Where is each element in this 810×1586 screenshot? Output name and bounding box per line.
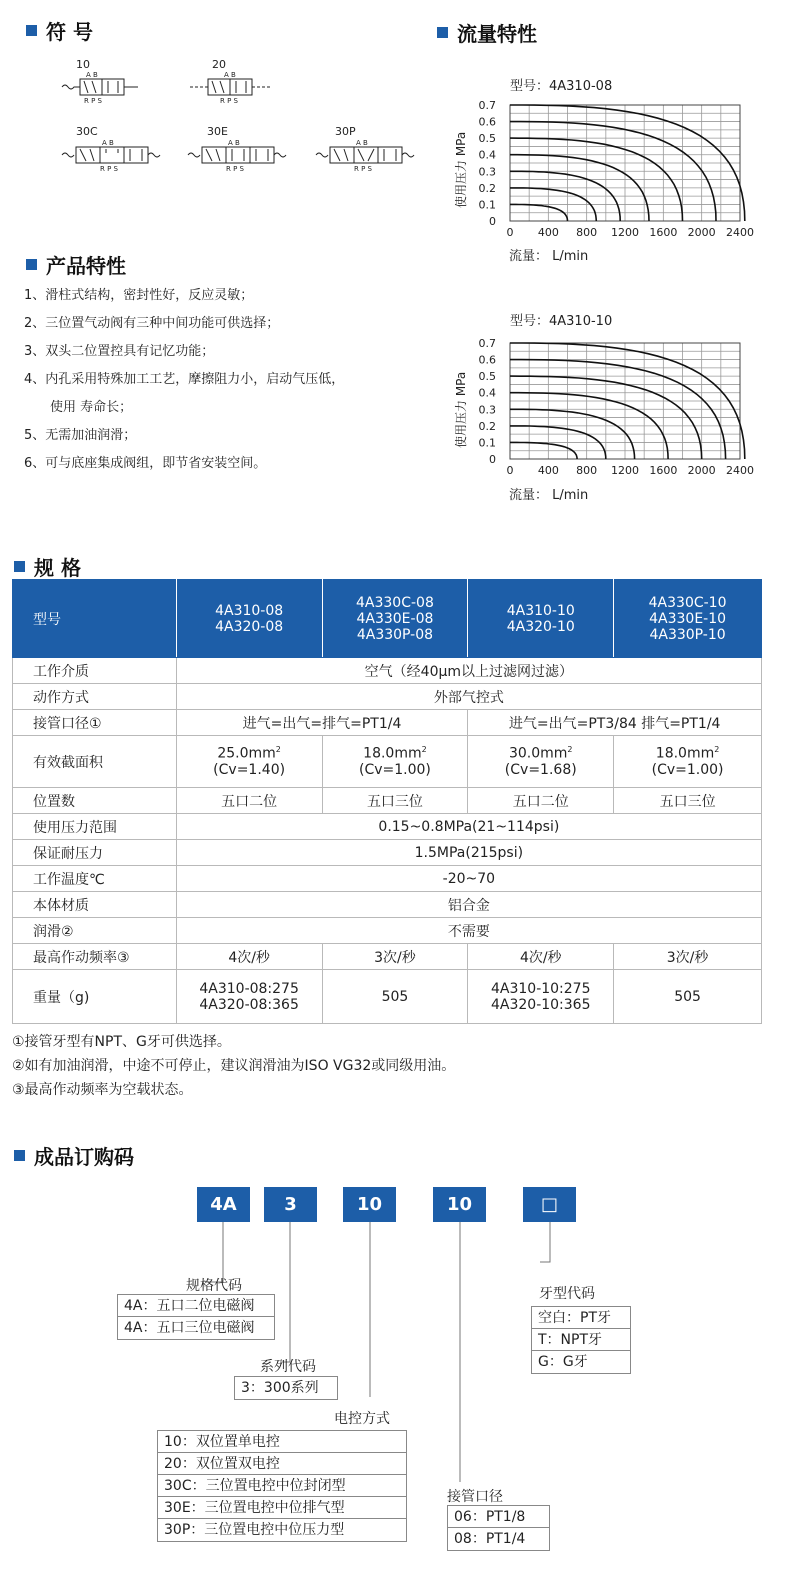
thread-title: 牙型代码 bbox=[539, 1286, 595, 1302]
chart-title: 型号：4A310-08 bbox=[510, 79, 613, 94]
svg-text:A B: A B bbox=[102, 139, 114, 147]
list-item: 3：300系列 bbox=[241, 1380, 319, 1396]
y-tick-label: 0.4 bbox=[478, 148, 496, 162]
list-item: 4A：五口二位电磁阀 bbox=[118, 1295, 274, 1317]
valve-symbol-30c-icon bbox=[62, 139, 160, 173]
code-box-thread: □ bbox=[523, 1187, 576, 1222]
feature-item: 1、滑柱式结构，密封性好，反应灵敏； bbox=[24, 288, 254, 303]
list-item: T：NPT牙 bbox=[532, 1329, 630, 1351]
chart-xlabel: 流量： L/min bbox=[509, 488, 589, 503]
x-tick-label: 2000 bbox=[687, 226, 716, 239]
spec-table bbox=[12, 579, 762, 1024]
feature-item: 6、可与底座集成阀组，即节省安装空间。 bbox=[24, 456, 267, 471]
y-tick-label: 0.3 bbox=[478, 165, 496, 179]
valve-symbol-20-icon bbox=[190, 71, 270, 105]
list-item: 空白：PT牙 bbox=[532, 1307, 630, 1329]
valve-symbol-10-icon bbox=[62, 71, 138, 105]
symbol-label-20: 20 bbox=[212, 58, 226, 71]
footnote: ①接管牙型有NPT、G牙可供选择。 bbox=[12, 1034, 231, 1050]
y-tick-label: 0.4 bbox=[478, 386, 496, 400]
row-label: 动作方式 bbox=[13, 684, 177, 710]
svg-text:R P S: R P S bbox=[220, 97, 238, 105]
chart-ylabel: 使用压力 MPa bbox=[454, 371, 468, 448]
header-cell: 4A310-08 4A320-08 bbox=[176, 580, 322, 658]
code-box-port: 10 bbox=[433, 1187, 486, 1222]
x-tick-label: 800 bbox=[576, 464, 598, 477]
cell: 五口二位 bbox=[176, 788, 322, 814]
cell: 进气=出气=排气=PT1/4 bbox=[176, 710, 468, 736]
y-tick-label: 0.5 bbox=[478, 370, 496, 384]
row-label: 位置数 bbox=[13, 788, 177, 814]
cell: 五口三位 bbox=[614, 788, 762, 814]
port-size-box bbox=[447, 1505, 550, 1551]
row-label: 本体材质 bbox=[13, 892, 177, 918]
symbol-label-30c: 30C bbox=[76, 125, 98, 138]
spec-code-box bbox=[117, 1294, 275, 1340]
y-tick-label: 0 bbox=[489, 453, 496, 466]
table-row bbox=[13, 866, 762, 892]
cell: 0.15~0.8MPa(21~114psi) bbox=[176, 814, 761, 840]
feature-item: 4、内孔采用特殊加工工艺，摩擦阻力小，启动气压低， bbox=[24, 372, 345, 387]
valve-symbols bbox=[0, 60, 420, 180]
chart-xlabel: 流量： L/min bbox=[509, 249, 589, 264]
x-tick-label: 2400 bbox=[726, 226, 754, 239]
footnote: ③最高作动频率为空载状态。 bbox=[12, 1082, 193, 1098]
header-cell: 4A330C-10 4A330E-10 4A330P-10 bbox=[614, 580, 762, 658]
cell: 4次/秒 bbox=[176, 944, 322, 970]
x-tick-label: 400 bbox=[537, 226, 559, 239]
x-tick-label: 400 bbox=[537, 464, 559, 477]
table-header-row bbox=[13, 580, 762, 658]
row-label: 工作介质 bbox=[13, 658, 177, 684]
spec-code-title: 规格代码 bbox=[186, 1278, 242, 1294]
valve-symbol-30p-icon bbox=[316, 139, 414, 173]
cell: $30.0mm^2$ (Cv=1.68) bbox=[468, 736, 614, 788]
row-label: 接管口径① bbox=[13, 710, 177, 736]
x-tick-label: 0 bbox=[506, 226, 514, 239]
list-item: 10：双位置单电控 bbox=[158, 1431, 406, 1453]
bullet-square-icon bbox=[26, 259, 37, 270]
table-row bbox=[13, 814, 762, 840]
thread-box bbox=[531, 1306, 631, 1374]
row-label: 保证耐压力 bbox=[13, 840, 177, 866]
section-title-symbol: 符 号 bbox=[26, 16, 93, 45]
list-item: 06：PT1/8 bbox=[448, 1506, 549, 1528]
port-size-title: 接管口径 bbox=[447, 1489, 503, 1505]
svg-text:A B: A B bbox=[224, 71, 236, 79]
section-title-flow: 流量特性 bbox=[437, 18, 537, 47]
cell: 4次/秒 bbox=[468, 944, 614, 970]
header-cell: 4A330C-08 4A330E-08 4A330P-08 bbox=[322, 580, 468, 658]
svg-text:R P S: R P S bbox=[100, 165, 118, 173]
x-tick-label: 0 bbox=[506, 464, 514, 477]
row-label: 最高作动频率③ bbox=[13, 944, 177, 970]
y-tick-label: 0.5 bbox=[478, 132, 496, 146]
symbol-label-30e: 30E bbox=[207, 125, 228, 138]
list-item: 4A：五口三位电磁阀 bbox=[124, 1320, 255, 1336]
section-title-spec: 规 格 bbox=[14, 552, 81, 581]
table-row bbox=[13, 658, 762, 684]
y-tick-label: 0.7 bbox=[478, 337, 496, 350]
cell: 505 bbox=[322, 970, 468, 1024]
cell: $18.0mm^2$ (Cv=1.00) bbox=[614, 736, 762, 788]
cell: 1.5MPa(215psi) bbox=[176, 840, 761, 866]
svg-text:R P S: R P S bbox=[84, 97, 102, 105]
list-item: 30P：三位置电控中位压力型 bbox=[164, 1522, 345, 1538]
header-cell: 4A310-10 4A320-10 bbox=[468, 580, 614, 658]
chart-ylabel: 使用压力 MPa bbox=[454, 131, 468, 208]
series-code-box bbox=[234, 1376, 338, 1400]
table-row bbox=[13, 788, 762, 814]
row-label: 重量（g) bbox=[13, 970, 177, 1024]
x-tick-label: 800 bbox=[576, 226, 598, 239]
x-tick-label: 2400 bbox=[726, 464, 754, 477]
table-row bbox=[13, 710, 762, 736]
list-item: 30E：三位置电控中位排气型 bbox=[158, 1497, 406, 1519]
cell: 外部气控式 bbox=[176, 684, 761, 710]
bullet-square-icon bbox=[14, 561, 25, 572]
table-row bbox=[13, 736, 762, 788]
row-label: 使用压力范围 bbox=[13, 814, 177, 840]
control-title: 电控方式 bbox=[334, 1411, 390, 1427]
cell: 五口三位 bbox=[322, 788, 468, 814]
cell: 五口二位 bbox=[468, 788, 614, 814]
svg-text:A B: A B bbox=[356, 139, 368, 147]
cell: 空气（经40μm以上过滤网过滤） bbox=[176, 658, 761, 684]
list-item: 08：PT1/4 bbox=[454, 1531, 526, 1547]
cell: -20~70 bbox=[176, 866, 761, 892]
section-title-features: 产品特性 bbox=[26, 250, 126, 279]
bullet-square-icon bbox=[437, 27, 448, 38]
svg-text:R P S: R P S bbox=[226, 165, 244, 173]
code-box-series: 3 bbox=[264, 1187, 317, 1222]
cell: 进气=出气=PT3/84 排气=PT1/4 bbox=[468, 710, 762, 736]
y-tick-label: 0.2 bbox=[478, 181, 496, 195]
svg-text:R P S: R P S bbox=[354, 165, 372, 173]
cell: 不需要 bbox=[176, 918, 761, 944]
cell: 505 bbox=[614, 970, 762, 1024]
y-tick-label: 0.3 bbox=[478, 403, 496, 417]
x-tick-label: 2000 bbox=[687, 464, 716, 477]
x-tick-label: 1600 bbox=[649, 464, 678, 477]
y-tick-label: 0.1 bbox=[478, 198, 496, 212]
header-label: 型号 bbox=[13, 580, 177, 658]
control-box bbox=[157, 1430, 407, 1542]
x-tick-label: 1600 bbox=[649, 226, 678, 239]
symbol-label-10: 10 bbox=[76, 58, 90, 71]
cell: 铝合金 bbox=[176, 892, 761, 918]
code-box-spec: 4A bbox=[197, 1187, 250, 1222]
y-tick-label: 0.1 bbox=[478, 436, 496, 450]
cell: 3次/秒 bbox=[322, 944, 468, 970]
symbol-label-30p: 30P bbox=[335, 125, 356, 138]
flow-chart-4a310-08 bbox=[470, 97, 770, 242]
section-title-order: 成品订购码 bbox=[14, 1141, 134, 1170]
svg-text:A B: A B bbox=[86, 71, 98, 79]
chart-title: 型号：4A310-10 bbox=[510, 314, 613, 329]
cell: 4A310-08:275 4A320-08:365 bbox=[176, 970, 322, 1024]
table-row bbox=[13, 944, 762, 970]
feature-item: 3、双头二位置控具有记忆功能； bbox=[24, 344, 215, 359]
y-tick-label: 0.2 bbox=[478, 419, 496, 433]
y-tick-label: 0.6 bbox=[478, 115, 496, 129]
row-label: 润滑② bbox=[13, 918, 177, 944]
code-box-control: 10 bbox=[343, 1187, 396, 1222]
x-tick-label: 1200 bbox=[611, 464, 639, 477]
y-tick-label: 0 bbox=[489, 215, 496, 228]
cell: 3次/秒 bbox=[614, 944, 762, 970]
table-row bbox=[13, 970, 762, 1024]
row-label: 有效截面积 bbox=[13, 736, 177, 788]
table-row bbox=[13, 840, 762, 866]
valve-symbol-30e-icon bbox=[188, 139, 286, 173]
footnote: ②如有加油润滑，中途不可停止，建议润滑油为ISO VG32或同级用油。 bbox=[12, 1058, 456, 1074]
bullet-square-icon bbox=[26, 25, 37, 36]
svg-text:A B: A B bbox=[228, 139, 240, 147]
y-tick-label: 0.7 bbox=[478, 99, 496, 112]
list-item: G：G牙 bbox=[538, 1354, 588, 1370]
table-row bbox=[13, 892, 762, 918]
x-tick-label: 1200 bbox=[611, 226, 639, 239]
cell: $18.0mm^2$ (Cv=1.00) bbox=[322, 736, 468, 788]
list-item: 20：双位置双电控 bbox=[158, 1453, 406, 1475]
feature-item: 使用 寿命长； bbox=[50, 400, 133, 415]
list-item: 30C：三位置电控中位封闭型 bbox=[158, 1475, 406, 1497]
table-row bbox=[13, 918, 762, 944]
feature-item: 2、三位置气动阀有三种中间功能可供选择； bbox=[24, 316, 280, 331]
cell: 4A310-10:275 4A320-10:365 bbox=[468, 970, 614, 1024]
feature-item: 5、无需加油润滑； bbox=[24, 428, 137, 443]
y-tick-label: 0.6 bbox=[478, 353, 496, 367]
bullet-square-icon bbox=[14, 1150, 25, 1161]
cell: $25.0mm^2$ (Cv=1.40) bbox=[176, 736, 322, 788]
series-code-title: 系列代码 bbox=[260, 1359, 316, 1375]
flow-chart-4a310-10 bbox=[470, 335, 770, 480]
table-row bbox=[13, 684, 762, 710]
row-label: 工作温度℃ bbox=[13, 866, 177, 892]
